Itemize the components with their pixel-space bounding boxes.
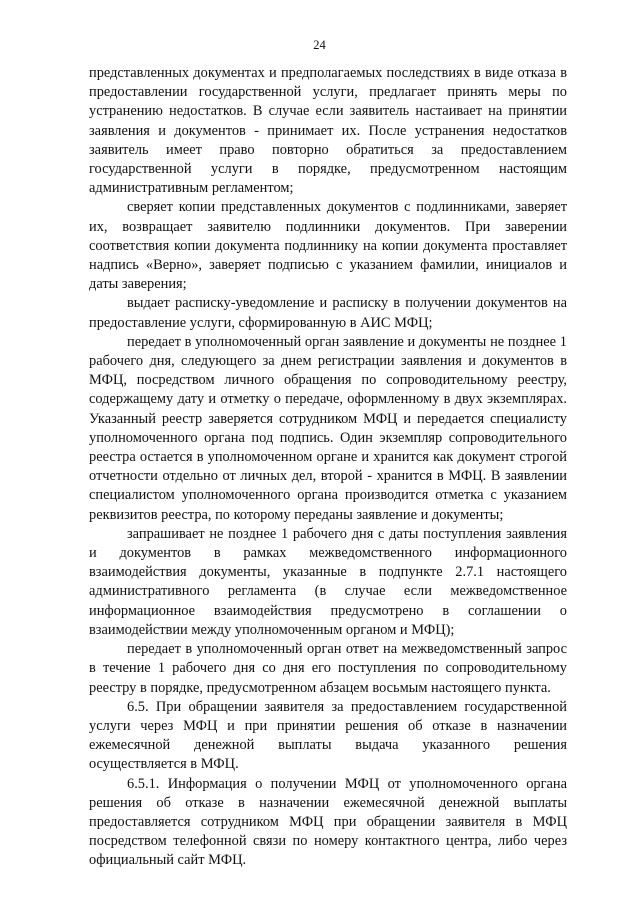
paragraph: выдает расписку-уведомление и расписку в получении документов на предоставление услуги, сформированную в АИС МФЦ;: [89, 295, 567, 331]
paragraph: 6.5.1. Информация о получении МФЦ от уполномоченного органа решения об отказе в назначении ежемесячной денежной выплаты предоставляется сотрудником МФЦ при обращении заявителя в МФЦ посредством телефонной связи по номеру контактного центра, либо через официальный сайт МФЦ.: [89, 775, 567, 869]
body-text: [89, 64, 567, 871]
paragraph: передает в уполномоченный орган ответ на межведомственный запрос в течение 1 рабочего дня со дня его поступления по сопроводительному реестру в порядке, предусмотренном абзацем восьмым настоящего пункта.: [89, 641, 567, 696]
paragraph: передает в уполномоченный орган заявление и документы не позднее 1 рабочего дня, следующего за днем регистрации заявления и документов в МФЦ, посредством личного обращения по сопроводительному реестру, содержащему дату и отметку о передаче, оформленному в двух экземплярах. Указанный реестр заверяется сотрудником МФЦ и передается специалисту уполномоченного органа под подпись. Один экземпляр сопроводительного реестра остается в уполномоченном органе и хранится как документ строгой отчетности отдельно от личных дел, второй - хранится в МФЦ. В заявлении специалистом уполномоченного органа производится отметка с указанием реквизитов реестра, по которому переданы заявление и документы;: [89, 333, 567, 523]
paragraph: запрашивает не позднее 1 рабочего дня с даты поступления заявления и документов в рамках межведомственного информационного взаимодействия документы, указанные в подпункте 2.7.1 настоящего административного регламента (в случае если межведомственное информационное взаимодействия предусмотрено в соглашении о взаимодействии между уполномоченным органом и МФЦ);: [89, 525, 567, 638]
paragraph: представленных документах и предполагаемых последствиях в виде отказа в предоставлении государственной услуги, предлагает принять меры по устранению недостатков. В случае если заявитель настаивает на принятии заявления и документов - принимает их. После устранения недостатков заявитель имеет право повторно обратиться за предоставлением государственной услуги в порядке, предусмотренном настоящим административным регламентом;: [89, 65, 567, 197]
page-number: 24: [313, 38, 326, 52]
paragraph: 6.5. При обращении заявителя за предоставлением государственной услуги через МФЦ и при принятии решения об отказе в назначении ежемесячной денежной выплаты выдача указанного решения осуществляется в МФЦ.: [89, 698, 567, 773]
paragraph: сверяет копии представленных документов с подлинниками, заверяет их, возвращает заявителю подлинники документов. При заверении соответствия копии документа подлиннику на копии документа проставляет надпись «Верно», заверяет подписью с указанием фамилии, инициалов и даты заверения;: [89, 199, 567, 293]
